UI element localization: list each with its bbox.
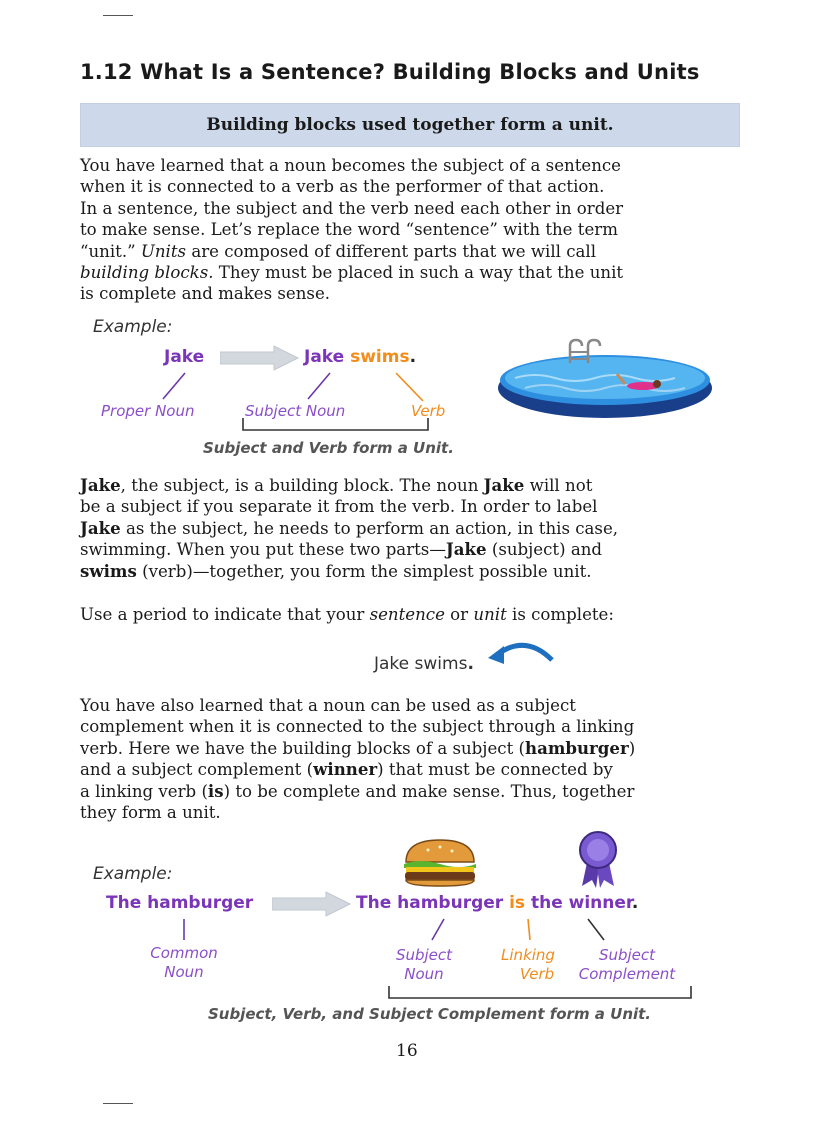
banner-text: Building blocks used together form a unit. bbox=[206, 115, 614, 135]
label-linking-verb: Linking Verb bbox=[501, 946, 555, 983]
text-line: swimming. When you put these two parts—Jake (subject) and bbox=[80, 539, 603, 560]
intro-paragraph bbox=[80, 155, 745, 305]
paragraph-3 bbox=[80, 604, 745, 625]
label-proper-noun: Proper Noun bbox=[101, 402, 195, 420]
example2-left-phrase: The hamburger bbox=[106, 893, 254, 913]
text-line: to make sense. Let’s replace the word “sentence” with the term bbox=[80, 220, 618, 240]
text-line: Jake as the subject, he needs to perform an action, in this case, bbox=[80, 517, 619, 538]
text-line: “unit.” Units are composed of different parts that we will call bbox=[80, 241, 597, 261]
paragraph-2 bbox=[80, 475, 745, 582]
paragraph-4 bbox=[80, 695, 745, 823]
text-line: be a subject if you separate it from the verb. In order to label bbox=[80, 497, 598, 517]
example1-label: Example: bbox=[93, 317, 173, 337]
example2-label: Example: bbox=[93, 864, 173, 884]
swimming-pool-illustration bbox=[495, 338, 715, 420]
crop-mark-top bbox=[103, 15, 133, 16]
example1-caption: Subject and Verb form a Unit. bbox=[203, 439, 454, 457]
crop-mark-bottom bbox=[103, 1103, 133, 1104]
label-subject-complement: Subject Complement bbox=[578, 946, 676, 983]
text-line: swims (verb)—together, you form the simplest possible unit. bbox=[80, 560, 592, 581]
text-line: Use a period to indicate that your sentence or unit is complete: bbox=[80, 605, 614, 624]
text-line: You have learned that a noun becomes the subject of a sentence bbox=[80, 156, 621, 175]
text-line: complement when it is connected to the subject through a linking bbox=[80, 717, 635, 737]
example1-sentence: Jake swims. bbox=[304, 347, 417, 367]
text-line: Jake, the subject, is a building block. The noun Jake will not bbox=[80, 475, 593, 495]
text-line: they form a unit. bbox=[80, 803, 221, 823]
page-number: 16 bbox=[396, 1041, 418, 1061]
label-common-noun: Common Noun bbox=[150, 944, 218, 981]
text-line: is complete and makes sense. bbox=[80, 284, 331, 304]
text-line: verb. Here we have the building blocks of a subject (hamburger) bbox=[80, 737, 636, 758]
section-title: 1.12 What Is a Sentence? Building Blocks and Units bbox=[80, 60, 700, 84]
banner bbox=[80, 103, 740, 147]
hamburger-illustration bbox=[400, 838, 480, 888]
example2-caption: Subject, Verb, and Subject Complement form a Unit. bbox=[208, 1005, 652, 1023]
text-line: and a subject complement (winner) that must be connected by bbox=[80, 759, 613, 780]
label-subject-noun: Subject Noun bbox=[245, 402, 346, 420]
jake-swims-example: Jake swims. bbox=[374, 654, 474, 674]
curved-arrow-icon bbox=[486, 638, 556, 668]
text-line: You have also learned that a noun can be used as a subject bbox=[80, 696, 576, 715]
text-line: a linking verb (is) to be complete and make sense. Thus, together bbox=[80, 780, 635, 801]
award-ribbon-icon bbox=[578, 830, 618, 888]
example2-sentence: The hamburger is the winner. bbox=[356, 893, 639, 913]
text-line: building blocks. They must be placed in such a way that the unit bbox=[80, 263, 624, 283]
text-line: In a sentence, the subject and the verb need each other in order bbox=[80, 198, 624, 218]
label-verb: Verb bbox=[411, 402, 446, 420]
arrow-right-icon bbox=[220, 344, 300, 372]
label-subject-noun-2: Subject Noun bbox=[395, 946, 453, 983]
example1-word-jake: Jake bbox=[164, 347, 205, 367]
text-line: when it is connected to a verb as the performer of that action. bbox=[80, 177, 605, 197]
